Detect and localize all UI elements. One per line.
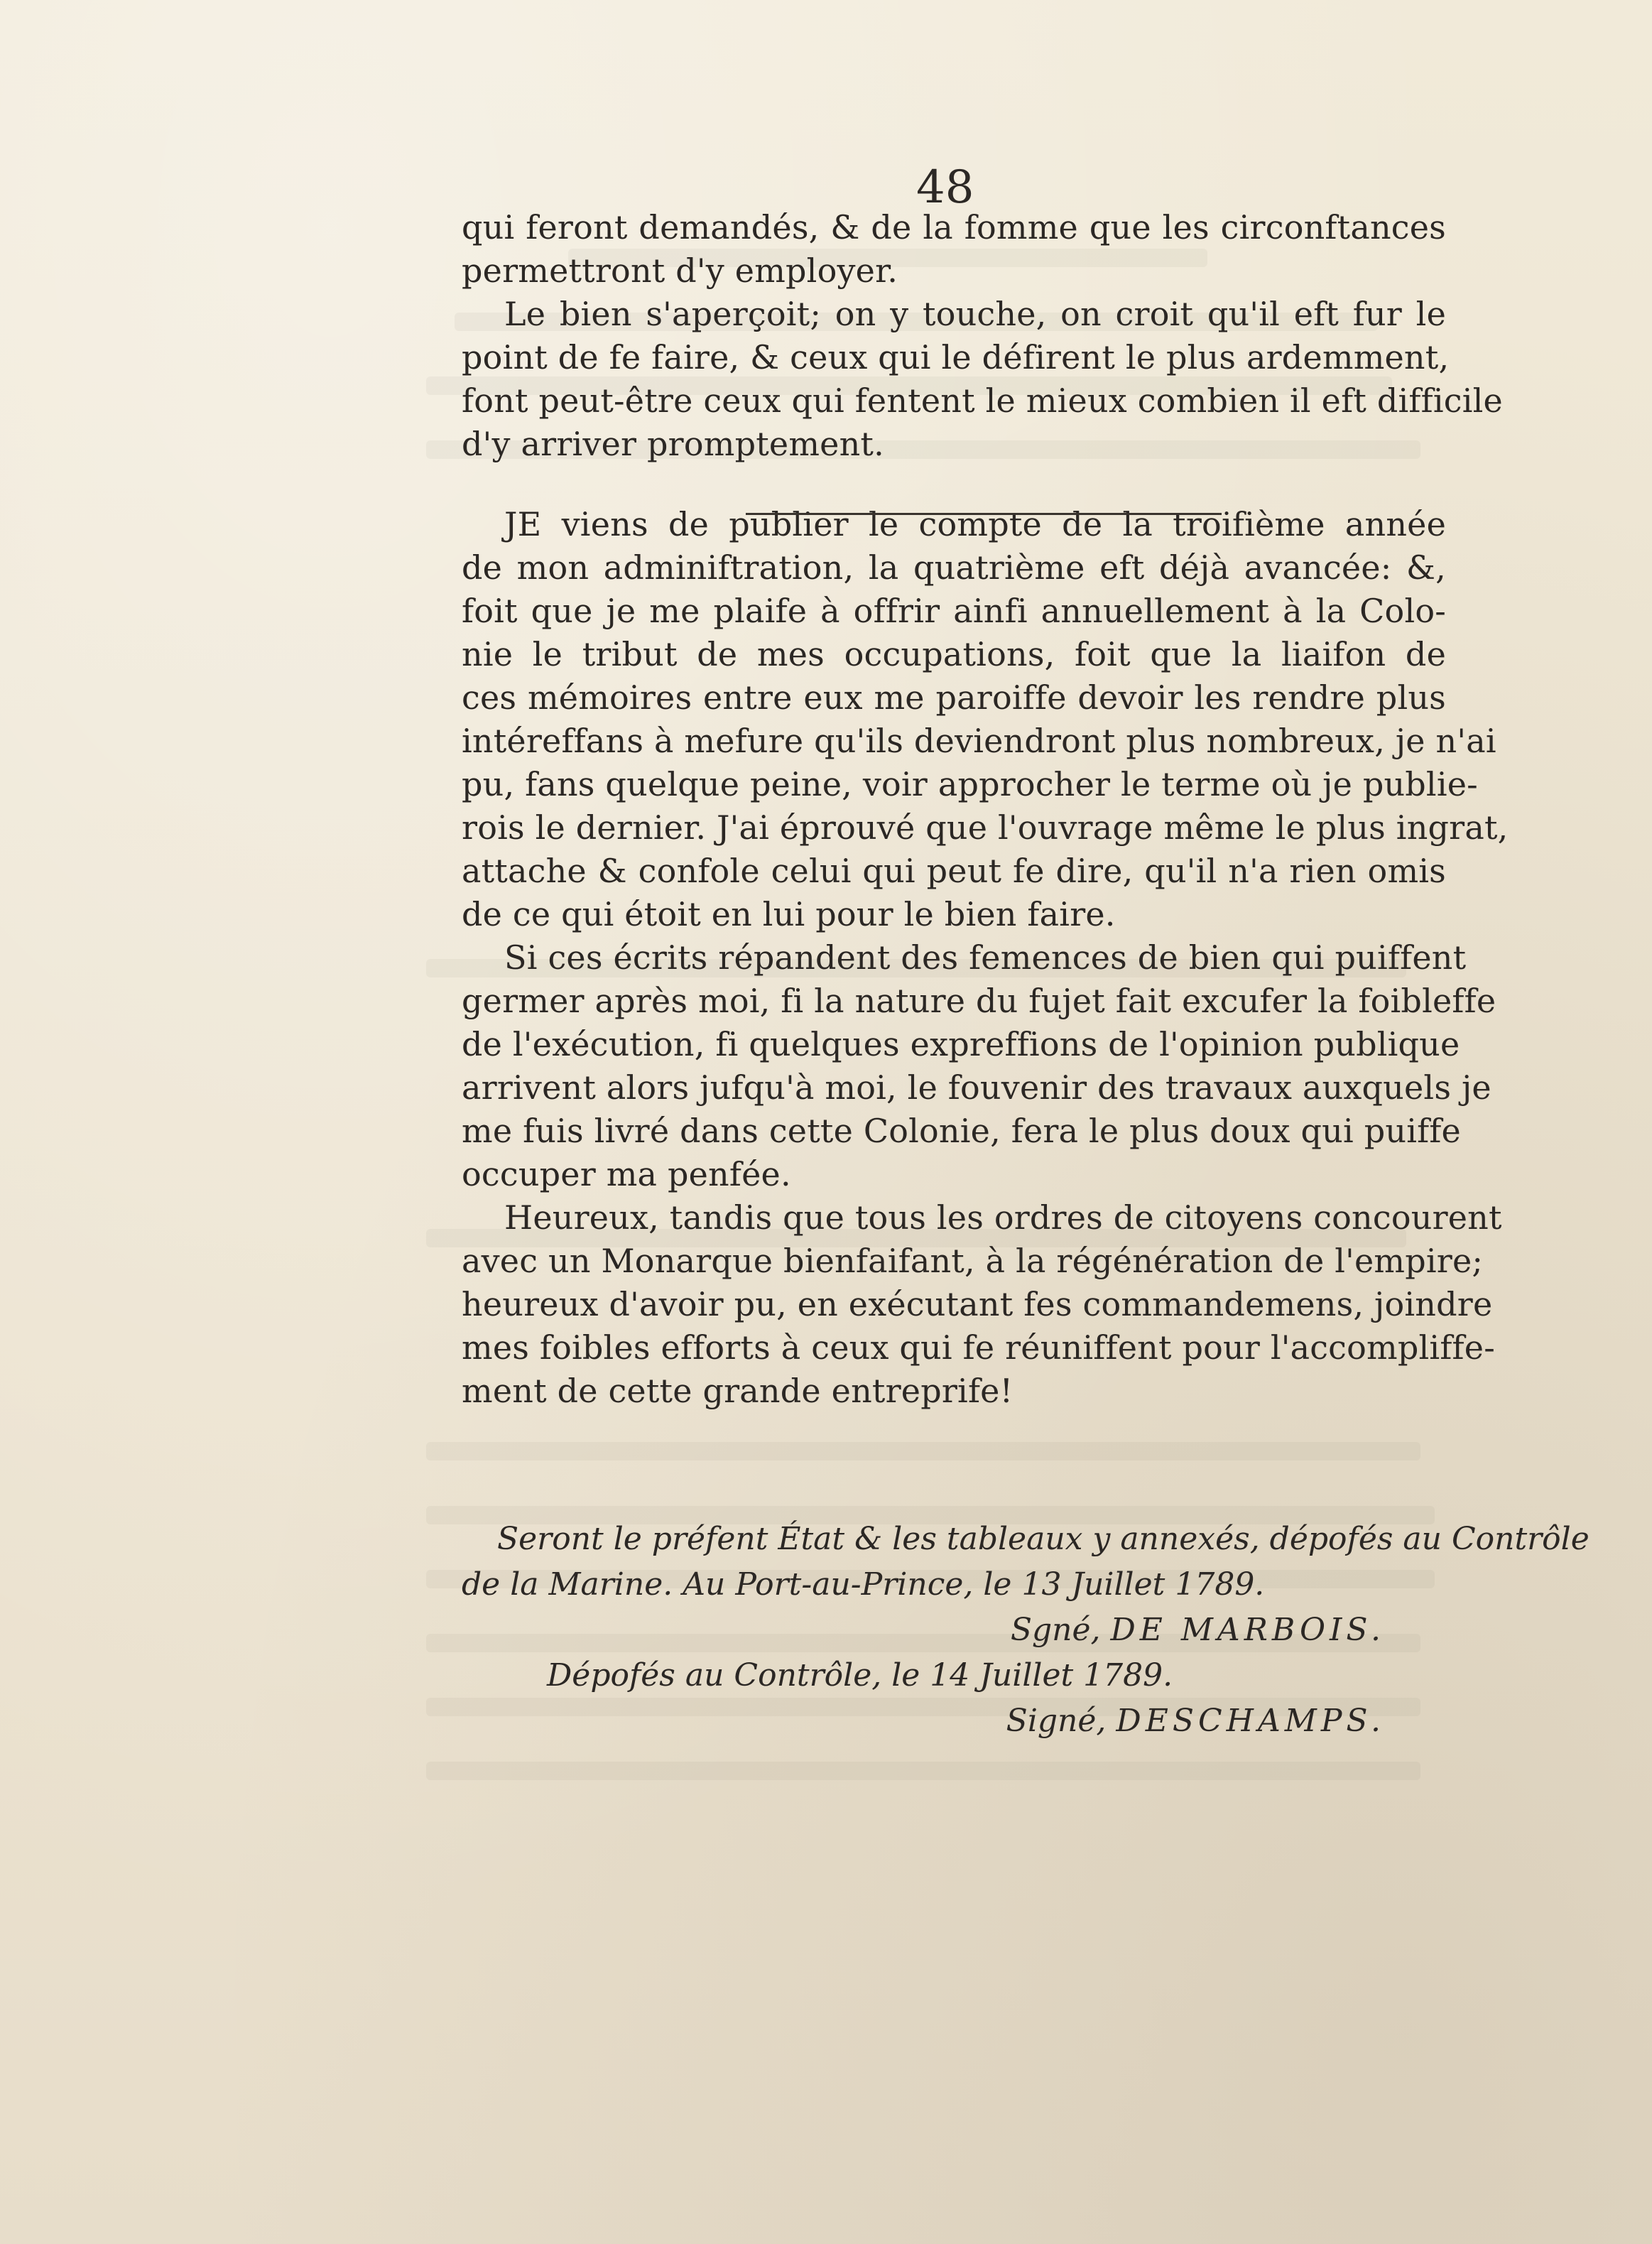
text-line: font peut-être ceux qui fentent le mieux combien il eft difficile — [462, 381, 1503, 420]
text-line: de l'exécution, fi quelques expreffions de l'opinion publique — [462, 1025, 1460, 1063]
text-line: permettront d'y employer. — [462, 251, 898, 290]
signatory-name: DE MARBOIS. — [1110, 1612, 1385, 1648]
text-line: arrivent alors jufqu'à moi, le fouvenir des travaux auxquels je — [462, 1068, 1491, 1107]
text-line: de mon adminiftration, la quatrième eft déjà avancée: &, — [462, 548, 1446, 587]
paragraph — [462, 936, 1496, 1196]
text-line: Si ces écrits répandent des femences de bien qui puiffent — [504, 938, 1467, 977]
text-line: foit que je me plaife à offrir ainfi annuellement à la Colo- — [462, 592, 1446, 630]
signature-line — [462, 1698, 1456, 1744]
text-line: point de fe faire, & ceux qui le défirent le plus ardemment, — [462, 338, 1450, 376]
section-divider — [746, 513, 1222, 515]
text-line: ment de cette grande entreprife! — [462, 1372, 1014, 1410]
text-line: pu, fans quelque peine, voir approcher le terme où je publie- — [462, 765, 1478, 803]
text-line: de ce qui étoit en lui pour le bien faire. — [462, 895, 1116, 933]
attestation-line: Dépofés au Contrôle, le 14 Juillet 1789. — [547, 1657, 1173, 1693]
section-gap — [462, 466, 1446, 503]
signatory-name: DESCHAMPS. — [1116, 1703, 1385, 1739]
paragraph — [462, 1196, 1502, 1413]
page-number: 48 — [916, 161, 974, 214]
signed-label: Sgné, — [1010, 1612, 1101, 1648]
text-line: heureux d'avoir pu, en exécutant fes commandemens, joindre — [462, 1285, 1493, 1323]
paragraph — [462, 293, 1503, 466]
text-line: occuper ma penfée. — [462, 1155, 791, 1193]
text-line: mes foibles efforts à ceux qui fe réuniffent pour l'accompliffe- — [462, 1328, 1495, 1367]
text-line: avec un Monarque bienfaifant, à la régénération de l'empire; — [462, 1242, 1484, 1280]
text-line: me fuis livré dans cette Colonie, fera le plus doux qui puiffe — [462, 1112, 1461, 1150]
text-line: intéreffans à mefure qu'ils deviendront plus nombreux, je n'ai — [462, 722, 1496, 760]
text-line: ces mémoires entre eux me paroiffe devoir les rendre plus — [462, 678, 1446, 717]
attestation-line: de la Marine. Au Port-au-Prince, le 13 Juillet 1789. — [462, 1566, 1265, 1603]
paragraph — [462, 206, 1446, 293]
text-line: germer après moi, fi la nature du fujet fait excufer la foibleffe — [462, 982, 1496, 1020]
text-line: nie le tribut de mes occupations, foit que la liaifon de — [462, 635, 1446, 673]
text-line: qui feront demandés, & de la fomme que les circonftances — [462, 208, 1446, 246]
text-line: Heureux, tandis que tous les ordres de citoyens concourent — [504, 1198, 1502, 1237]
text-line: JE viens de publier le compte de la troifième année — [504, 505, 1446, 543]
text-line: Le bien s'aperçoit; on y touche, on croit qu'il eft fur le — [504, 295, 1446, 333]
signed-label: Signé, — [1006, 1703, 1107, 1739]
text-line: rois le dernier. J'ai éprouvé que l'ouvrage même le plus ingrat, — [462, 808, 1509, 847]
text-line: d'y arriver promptement. — [462, 425, 884, 463]
text-line: attache & confole celui qui peut fe dire, qu'il n'a rien omis — [462, 852, 1446, 890]
closing-attestation — [462, 1517, 1589, 1744]
body-text — [462, 206, 1509, 1413]
attestation-line: Seront le préfent État & les tableaux y annexés, dépofés au Contrôle — [497, 1521, 1589, 1557]
paragraph — [462, 503, 1509, 936]
signature-line — [462, 1608, 1456, 1653]
